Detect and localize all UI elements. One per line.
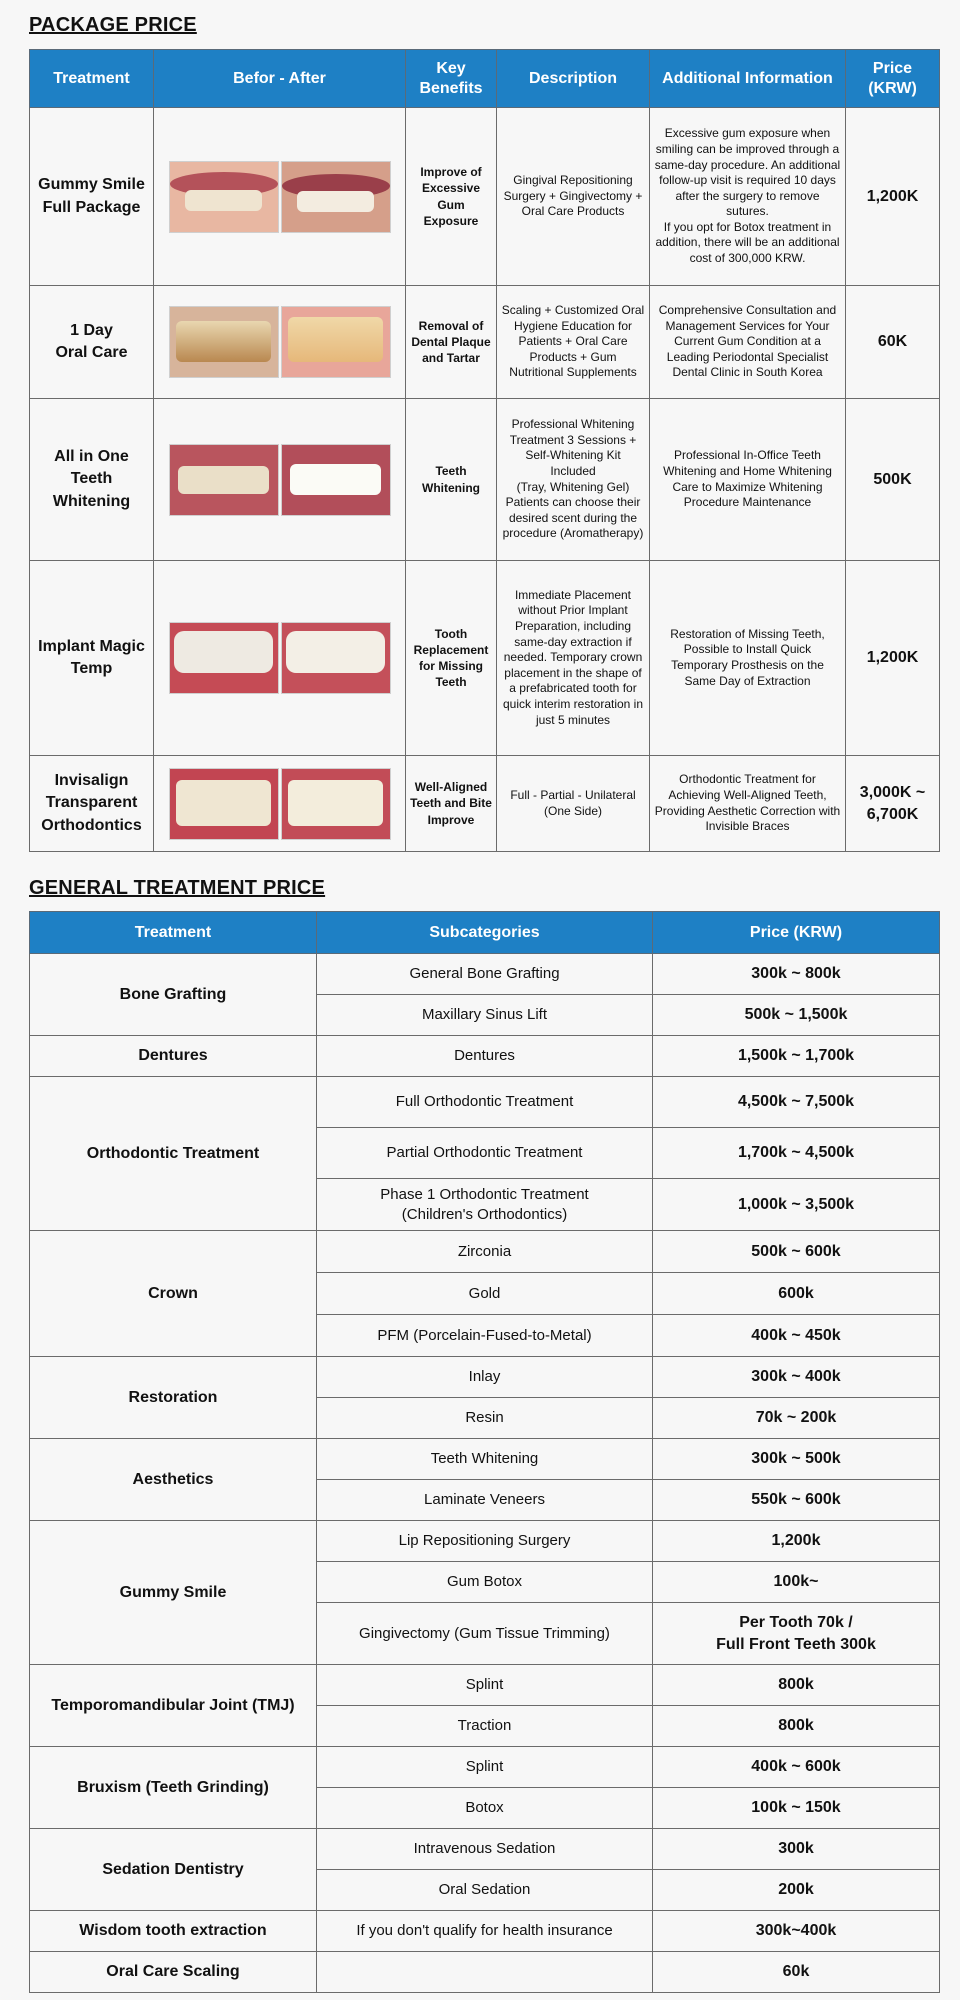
header-description: Description (497, 50, 650, 108)
header-treatment: Treatment (30, 912, 317, 954)
package-key-benefits: Teeth Whitening (406, 399, 497, 561)
header-price: Price (KRW) (846, 50, 940, 108)
package-price: 1,200K (846, 108, 940, 286)
price: 1,500k ~ 1,700k (653, 1036, 940, 1077)
treatment-category: Gummy Smile (30, 1521, 317, 1665)
package-price: 3,000K ~ 6,700K (846, 756, 940, 852)
header-before-after: Befor - After (154, 50, 406, 108)
whitening-after-photo (281, 444, 391, 516)
general-header-row (30, 912, 940, 954)
package-key-benefits: Tooth Replacement for Missing Teeth (406, 561, 497, 756)
whitening-before-photo (169, 444, 279, 516)
table-row (30, 1829, 940, 1870)
subcategory: Traction (317, 1706, 653, 1747)
package-treatment: 1 Day Oral Care (30, 286, 154, 399)
table-row (30, 1521, 940, 1562)
price: 300k ~ 400k (653, 1357, 940, 1398)
subcategory: Phase 1 Orthodontic Treatment (Children's Orthodontics) (317, 1179, 653, 1231)
subcategory (317, 1952, 653, 1993)
subcategory: Botox (317, 1788, 653, 1829)
gummy-smile-after-photo (281, 161, 391, 233)
package-row (30, 286, 940, 399)
treatment-category: Bone Grafting (30, 954, 317, 1036)
treatment-category: Bruxism (Teeth Grinding) (30, 1747, 317, 1829)
subcategory: Laminate Veneers (317, 1480, 653, 1521)
header-subcategories: Subcategories (317, 912, 653, 954)
treatment-category: Restoration (30, 1357, 317, 1439)
package-row (30, 756, 940, 852)
package-treatment: Implant Magic Temp (30, 561, 154, 756)
table-row (30, 1077, 940, 1128)
table-row (30, 1952, 940, 1993)
subcategory: Zirconia (317, 1231, 653, 1273)
package-key-benefits: Well-Aligned Teeth and Bite Improve (406, 756, 497, 852)
price: 800k (653, 1665, 940, 1706)
price: 300k~400k (653, 1911, 940, 1952)
package-treatment: All in One Teeth Whitening (30, 399, 154, 561)
price: 600k (653, 1273, 940, 1315)
before-after-photos (154, 399, 406, 561)
package-row (30, 108, 940, 286)
treatment-category: Wisdom tooth extraction (30, 1911, 317, 1952)
implant-after-photo (281, 622, 391, 694)
table-row (30, 1665, 940, 1706)
package-row (30, 561, 940, 756)
package-price: 1,200K (846, 561, 940, 756)
price: 500k ~ 600k (653, 1231, 940, 1273)
package-treatment: Gummy Smile Full Package (30, 108, 154, 286)
price: 500k ~ 1,500k (653, 995, 940, 1036)
treatment-category: Oral Care Scaling (30, 1952, 317, 1993)
package-price-title: PACKAGE PRICE (29, 14, 197, 36)
package-additional-info: Orthodontic Treatment for Achieving Well-Aligned Teeth, Providing Aesthetic Correction with Invisible Braces (650, 756, 846, 852)
subcategory: Intravenous Sedation (317, 1829, 653, 1870)
header-additional-information: Additional Information (650, 50, 846, 108)
subcategory: Splint (317, 1665, 653, 1706)
price: 4,500k ~ 7,500k (653, 1077, 940, 1128)
plaque-after-photo (281, 306, 391, 378)
before-after-photos (154, 286, 406, 399)
treatment-category: Sedation Dentistry (30, 1829, 317, 1911)
price: 60k (653, 1952, 940, 1993)
price: 100k ~ 150k (653, 1788, 940, 1829)
header-price: Price (KRW) (653, 912, 940, 954)
price: 400k ~ 600k (653, 1747, 940, 1788)
price: 100k~ (653, 1562, 940, 1603)
subcategory: Partial Orthodontic Treatment (317, 1128, 653, 1179)
table-row (30, 1036, 940, 1077)
subcategory: Maxillary Sinus Lift (317, 995, 653, 1036)
package-additional-info: Excessive gum exposure when smiling can be improved through a same-day procedure. An additional follow-up visit is required 10 days after the surgery to remove sutures. If you opt for Botox treatment in addition, there will be an additional cost of 300,000 KRW. (650, 108, 846, 286)
subcategory: Gum Botox (317, 1562, 653, 1603)
general-treatment-table (29, 911, 940, 1993)
subcategory: If you don't qualify for health insurance (317, 1911, 653, 1952)
before-after-photos (154, 561, 406, 756)
price: 300k ~ 800k (653, 954, 940, 995)
subcategory: PFM (Porcelain-Fused-to-Metal) (317, 1315, 653, 1357)
treatment-category: Crown (30, 1231, 317, 1357)
price: 1,700k ~ 4,500k (653, 1128, 940, 1179)
table-row (30, 1357, 940, 1398)
price: 70k ~ 200k (653, 1398, 940, 1439)
treatment-category: Dentures (30, 1036, 317, 1077)
subcategory: Lip Repositioning Surgery (317, 1521, 653, 1562)
price: 400k ~ 450k (653, 1315, 940, 1357)
subcategory: Inlay (317, 1357, 653, 1398)
package-description: Full - Partial - Unilateral (One Side) (497, 756, 650, 852)
treatment-category: Aesthetics (30, 1439, 317, 1521)
invisalign-after-photo (281, 768, 391, 840)
price: 300k (653, 1829, 940, 1870)
invisalign-before-photo (169, 768, 279, 840)
package-price: 500K (846, 399, 940, 561)
table-row (30, 1911, 940, 1952)
table-row (30, 1231, 940, 1273)
package-description: Gingival Repositioning Surgery + Gingivectomy + Oral Care Products (497, 108, 650, 286)
subcategory: Splint (317, 1747, 653, 1788)
package-key-benefits: Improve of Excessive Gum Exposure (406, 108, 497, 286)
subcategory: Dentures (317, 1036, 653, 1077)
treatment-category: Temporomandibular Joint (TMJ) (30, 1665, 317, 1747)
plaque-before-photo (169, 306, 279, 378)
package-additional-info: Professional In-Office Teeth Whitening and Home Whitening Care to Maximize Whitening Procedure Maintenance (650, 399, 846, 561)
price: 800k (653, 1706, 940, 1747)
subcategory: Resin (317, 1398, 653, 1439)
subcategory: Full Orthodontic Treatment (317, 1077, 653, 1128)
price: 300k ~ 500k (653, 1439, 940, 1480)
package-price-table (29, 49, 940, 852)
package-description: Professional Whitening Treatment 3 Sessions + Self-Whitening Kit Included (Tray, Whitening Gel) Patients can choose their desired scent during the procedure (Aromatherapy) (497, 399, 650, 561)
treatment-category: Orthodontic Treatment (30, 1077, 317, 1231)
header-key-benefits: Key Benefits (406, 50, 497, 108)
package-row (30, 399, 940, 561)
table-row (30, 1439, 940, 1480)
package-price: 60K (846, 286, 940, 399)
before-after-photos (154, 108, 406, 286)
package-key-benefits: Removal of Dental Plaque and Tartar (406, 286, 497, 399)
subcategory: Oral Sedation (317, 1870, 653, 1911)
package-additional-info: Comprehensive Consultation and Management Services for Your Current Gum Condition at a Leading Periodontal Specialist Dental Clinic in South Korea (650, 286, 846, 399)
price: 200k (653, 1870, 940, 1911)
package-additional-info: Restoration of Missing Teeth, Possible to Install Quick Temporary Prosthesis on the Same Day of Extraction (650, 561, 846, 756)
package-header-row (30, 50, 940, 108)
price: 1,200k (653, 1521, 940, 1562)
before-after-photos (154, 756, 406, 852)
price: 1,000k ~ 3,500k (653, 1179, 940, 1231)
header-treatment: Treatment (30, 50, 154, 108)
implant-before-photo (169, 622, 279, 694)
package-description: Immediate Placement without Prior Implant Preparation, including same-day extraction if needed. Temporary crown placement in the shape of a prefabricated tooth for quick interim restoration in just 5 minutes (497, 561, 650, 756)
table-row (30, 954, 940, 995)
price: Per Tooth 70k / Full Front Teeth 300k (653, 1603, 940, 1665)
subcategory: Gold (317, 1273, 653, 1315)
package-treatment: Invisalign Transparent Orthodontics (30, 756, 154, 852)
subcategory: Gingivectomy (Gum Tissue Trimming) (317, 1603, 653, 1665)
subcategory: General Bone Grafting (317, 954, 653, 995)
price: 550k ~ 600k (653, 1480, 940, 1521)
general-treatment-price-title: GENERAL TREATMENT PRICE (29, 877, 326, 899)
table-row (30, 1747, 940, 1788)
package-description: Scaling + Customized Oral Hygiene Education for Patients + Oral Care Products + Gum Nutritional Supplements (497, 286, 650, 399)
subcategory: Teeth Whitening (317, 1439, 653, 1480)
gummy-smile-before-photo (169, 161, 279, 233)
